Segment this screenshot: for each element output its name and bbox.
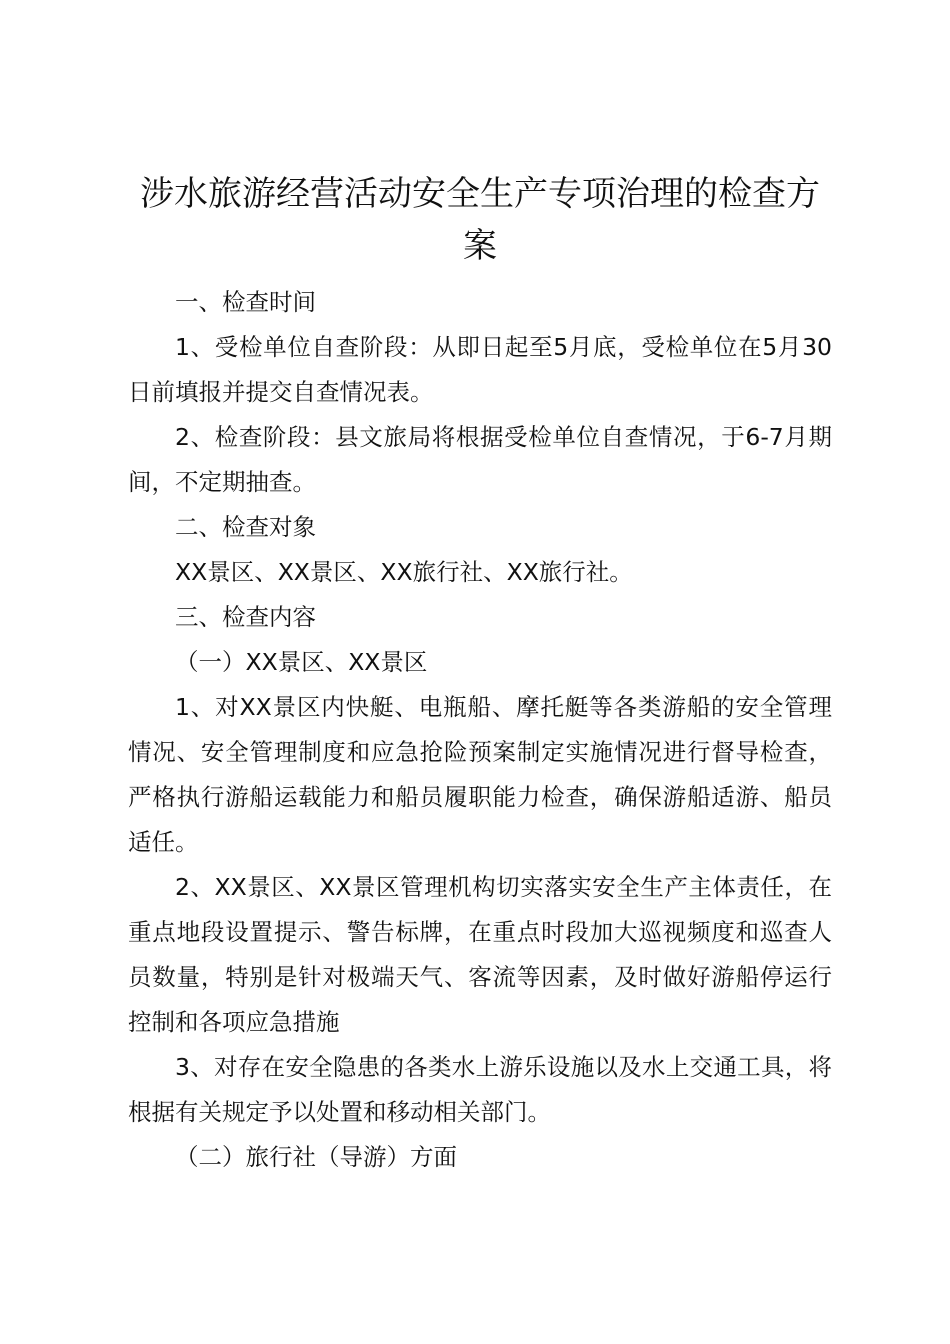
paragraph-content-item-2: 2、XX景区、XX景区管理机构切实落实安全生产主体责任，在重点地段设置提示、警告标牌，在重点时段加大巡视频度和巡查人员数量，特别是针对极端天气、客流等因素，及时做好游船停运行控制和各项应急措施: [128, 873, 832, 1036]
paragraph-targets: XX景区、XX景区、XX旅行社、XX旅行社。: [175, 558, 633, 586]
subsection-heading-travel-agencies: （二）旅行社（导游）方面: [175, 1143, 457, 1171]
section-heading-content: 三、检查内容: [175, 603, 316, 631]
document-title: 涉水旅游经营活动安全生产专项治理的检查方案: [140, 174, 820, 266]
paragraph-self-check-stage: 1、受检单位自查阶段：从即日起至5月底，受检单位在5月30日前填报并提交自查情况表。: [128, 333, 832, 406]
paragraph-content-item-1: 1、对XX景区内快艇、电瓶船、摩托艇等各类游船的安全管理情况、安全管理制度和应急抢险预案制定实施情况进行督导检查，严格执行游船运载能力和船员履职能力检查，确保游船适游、船员适任。: [128, 693, 832, 856]
paragraph-inspection-stage: 2、检查阶段：县文旅局将根据受检单位自查情况，于6-7月期间，不定期抽查。: [128, 423, 832, 496]
subsection-heading-scenic-areas: （一）XX景区、XX景区: [175, 648, 428, 676]
document-body: [128, 168, 832, 1180]
paragraph-content-item-3: 3、对存在安全隐患的各类水上游乐设施以及水上交通工具，将根据有关规定予以处置和移动相关部门。: [128, 1053, 832, 1126]
section-heading-targets: 二、检查对象: [175, 513, 316, 541]
section-heading-time: 一、检查时间: [175, 288, 316, 316]
